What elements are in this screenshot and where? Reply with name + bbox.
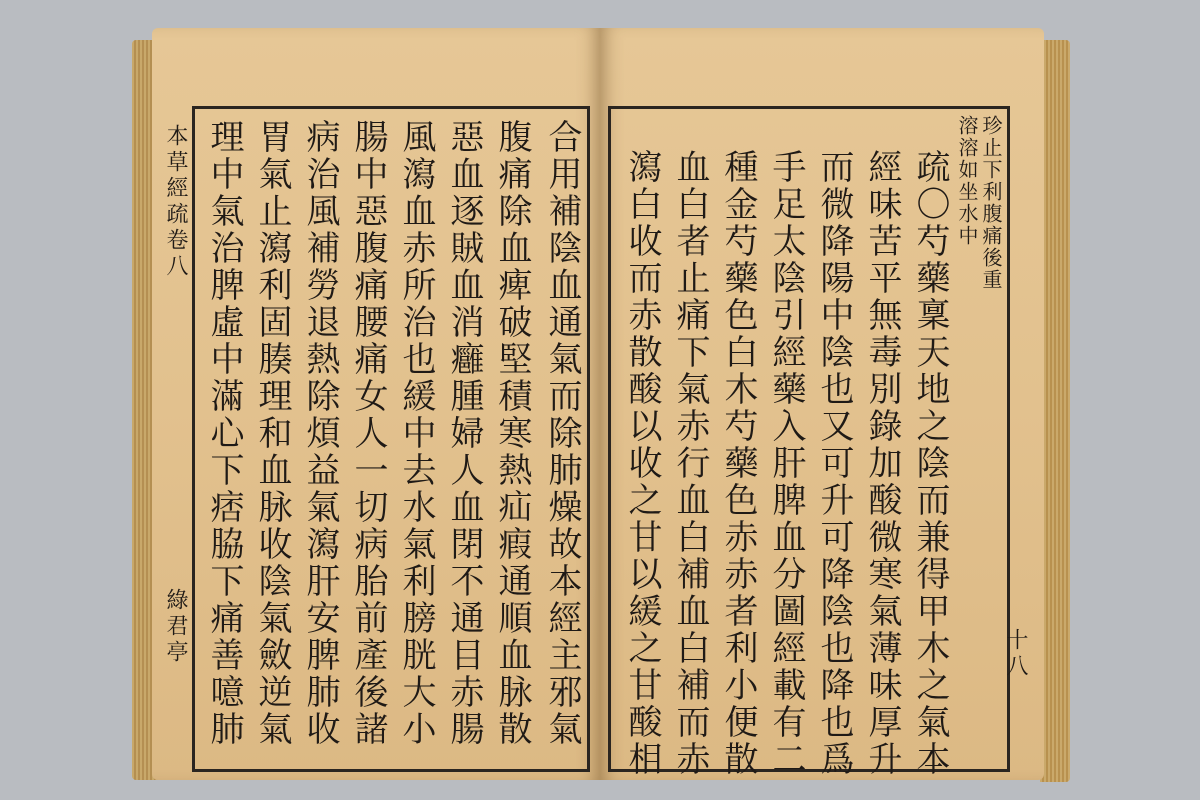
text-column: 手足太陰引經藥入肝脾血分圖經載有二 <box>766 149 806 778</box>
right-page-edges <box>1040 40 1070 782</box>
margin-title: 本草經疏卷八 <box>163 124 188 280</box>
annotation-line: 珍止下利腹痛後重 <box>979 115 1003 291</box>
annotation-line: 溶溶如坐水中 <box>955 115 979 247</box>
text-frame-right <box>608 106 1010 778</box>
text-column: 瀉白收而赤散酸以收之甘以緩之甘酸相 <box>622 149 662 778</box>
left-page <box>152 28 600 780</box>
text-column: 風瀉血赤所治也緩中去水氣利膀胱大小 <box>396 119 436 748</box>
page-number: 十八 <box>1003 628 1028 680</box>
text-frame-left <box>192 106 590 772</box>
text-column: 腹痛除血痺破堅積寒熱疝瘕通順血脉散 <box>492 119 532 748</box>
margin-publisher: 綠君亭 <box>163 588 188 666</box>
text-column: 腸中惡腹痛腰痛女人一切病胎前產後諸 <box>348 119 388 748</box>
text-column: 惡血逐賊血消癰腫婦人血閉不通目赤腸 <box>444 119 484 748</box>
text-column: 經味苦平無毒別錄加酸微寒氣薄味厚升 <box>862 149 902 778</box>
text-column: 疏〇芍藥稟天地之陰而兼得甲木之氣本 <box>910 149 950 778</box>
right-page <box>600 28 1044 780</box>
text-column: 合用補陰血通氣而除肺燥故本經主邪氣 <box>542 119 582 748</box>
text-column: 種金芍藥色白木芍藥色赤赤者利小便散 <box>718 149 758 778</box>
text-column: 胃氣止瀉利固腠理和血脉收陰氣斂逆氣 <box>252 119 292 748</box>
text-column: 病治風補勞退熱除煩益氣瀉肝安脾肺收 <box>300 119 340 748</box>
text-column: 血白者止痛下氣赤行血白補血白補而赤 <box>670 149 710 778</box>
text-column: 而微降陽中陰也又可升可降陰也降也爲 <box>814 149 854 778</box>
text-column: 理中氣治脾虛中滿心下痞脇下痛善噫肺 <box>204 119 244 748</box>
